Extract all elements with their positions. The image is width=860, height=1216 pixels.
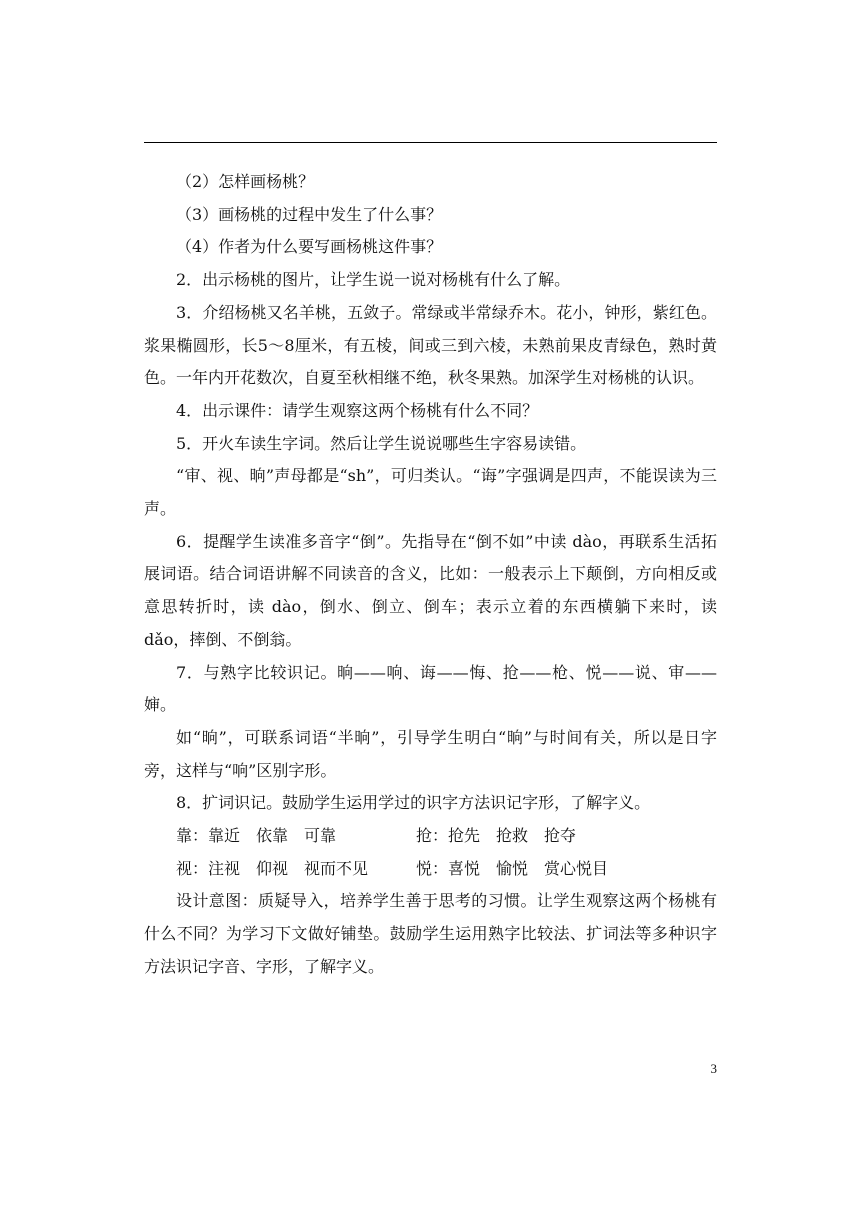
body-text — [144, 166, 717, 984]
word-row — [144, 853, 717, 886]
paragraph: 7．与熟字比较识记。晌——响、诲——悔、抢——枪、悦——说、审——婶。 — [144, 662, 717, 715]
word-group-left: 视：注视 仰视 视而不见 — [176, 858, 369, 878]
paragraph: 6．提醒学生读准多音字“倒”。先指导在“倒不如”中读 dào，再联系生活拓展词语。结合词语讲解不同读音的含义，比如：一般表示上下颠倒，方向相反或意思转折时，读 dào，倒水、倒立、倒车；表示立着的东西横躺下来时，读 dǎo，摔倒、不倒翁。 — [144, 531, 717, 649]
word-group-right: 抢：抢先 抢救 抢夺 — [416, 826, 577, 846]
paragraph: （3）画杨桃的过程中发生了什么事？ — [176, 204, 443, 224]
paragraph: 如“晌”，可联系词语“半晌”，引导学生明白“晌”与时间有关，所以是日字旁，这样与“响”区别字形。 — [144, 727, 717, 780]
paragraph: 3．介绍杨桃又名羊桃，五敛子。常绿或半常绿乔木。花小，钟形，紫红色。浆果椭圆形，长5～8厘米，有五棱，间或三到六棱，未熟前果皮青绿色，熟时黄色。一年内开花数次，自夏至秋相继不绝，秋冬果熟。加深学生对杨桃的认识。 — [144, 302, 717, 388]
paragraph: 5．开火车读生字词。然后让学生说说哪些生字容易读错。 — [176, 433, 587, 453]
paragraph: 4．出示课件：请学生观察这两个杨桃有什么不同？ — [176, 400, 539, 420]
word-group-right: 悦：喜悦 愉悦 赏心悦目 — [416, 858, 609, 878]
paragraph: （4）作者为什么要写画杨桃这件事？ — [176, 237, 443, 257]
paragraph: 2．出示杨桃的图片，让学生说一说对杨桃有什么了解。 — [176, 270, 571, 290]
header-rule — [144, 142, 717, 143]
paragraph: “审、视、晌”声母都是“sh”，可归类认。“诲”字强调是四声，不能误读为三声。 — [144, 466, 717, 519]
word-row — [144, 820, 717, 853]
paragraph: （2）怎样画杨桃？ — [176, 172, 315, 191]
page-number: 3 — [710, 1061, 717, 1076]
design-note: 设计意图：质疑导入，培养学生善于思考的习惯。让学生观察这两个杨桃有什么不同？为学习下文做好铺垫。鼓励学生运用熟字比较法、扩词法等多种识字方法识记字音、字形，了解字义。 — [144, 891, 717, 976]
word-group-left: 靠：靠近 依靠 可靠 — [176, 826, 337, 846]
paragraph: 8．扩词识记。鼓励学生运用学过的识字方法识记字形，了解字义。 — [176, 793, 651, 813]
